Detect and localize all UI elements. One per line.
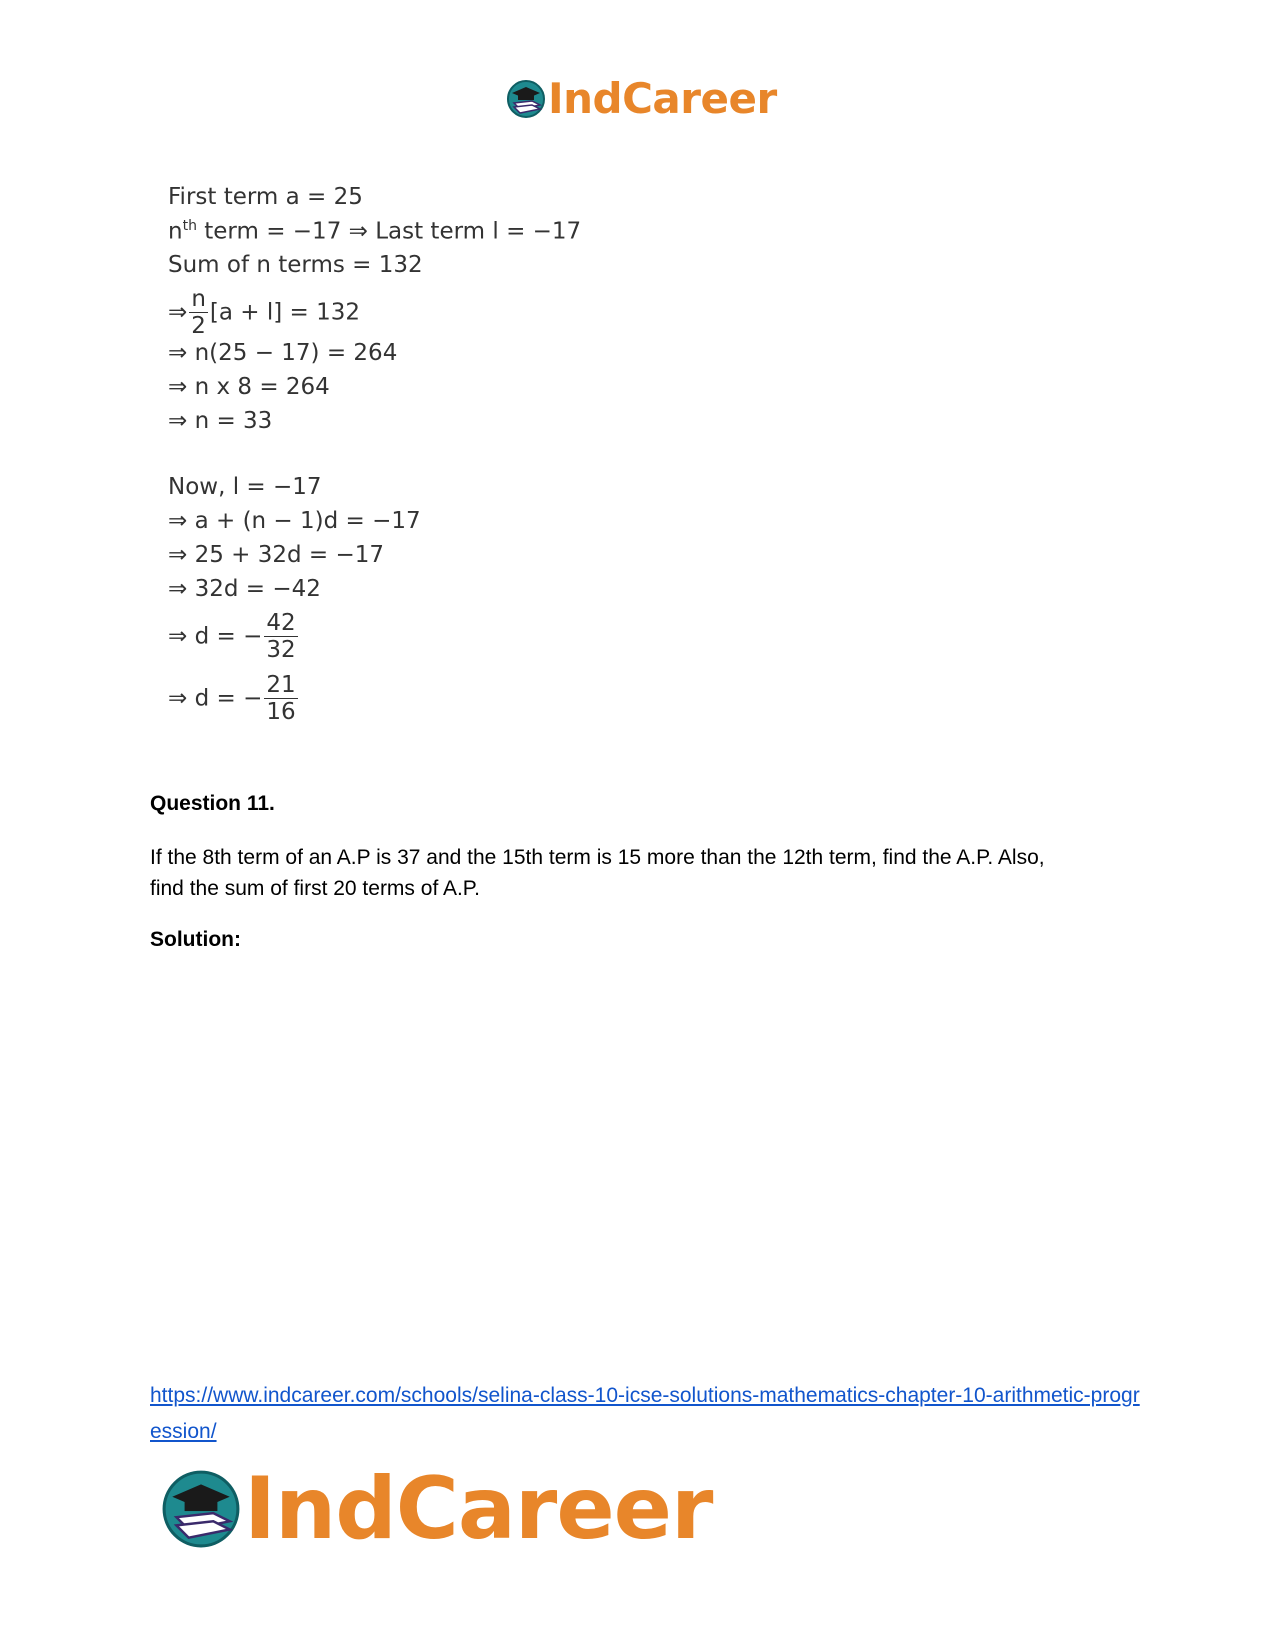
math-line: $n^{th}$ term = −17 ⇒ Last term l = −17 — [168, 218, 582, 245]
math-line: Now, l = −17 — [168, 474, 322, 500]
header-logo — [506, 74, 777, 123]
math-line: ⇒ n x 8 = 264 — [168, 374, 330, 400]
math-line: ⇒ n = 33 — [168, 408, 273, 434]
math-line: ⇒ a + (n − 1)d = −17 — [168, 508, 421, 534]
math-line: ⇒ 32d = −42 — [168, 576, 321, 602]
source-link[interactable]: https://www.indcareer.com/schools/selina-class-10-icse-solutions-mathematics-chapter-10-arithmetic-progression/ — [150, 1384, 1140, 1443]
logo-wordmark: IndCareer — [244, 1459, 713, 1559]
footer-logo — [160, 1459, 713, 1559]
math-line: First term a = 25 — [168, 184, 363, 210]
math-line: Sum of n terms = 132 — [168, 252, 423, 278]
math-line: ⇒ $\frac{n}{2}$ [a + l] = 132 — [168, 286, 361, 340]
math-line: ⇒ n(25 − 17) = 264 — [168, 340, 398, 366]
graduation-cap-book-icon — [160, 1468, 242, 1550]
logo-wordmark: IndCareer — [548, 74, 777, 123]
question-text: If the 8th term of an A.P is 37 and the 15th term is 15 more than the 12th term, find the A.P. Also, find the sum of first 20 terms of A.P. — [150, 846, 1045, 900]
solution-heading: Solution: — [150, 928, 241, 951]
math-line: ⇒ d = − $\frac{21}{16}$ — [168, 672, 296, 726]
math-line: ⇒ d = − $\frac{42}{32}$ — [168, 610, 296, 664]
math-line: ⇒ 25 + 32d = −17 — [168, 542, 385, 568]
graduation-cap-book-icon — [506, 79, 546, 119]
question-heading: Question 11. — [150, 792, 275, 815]
